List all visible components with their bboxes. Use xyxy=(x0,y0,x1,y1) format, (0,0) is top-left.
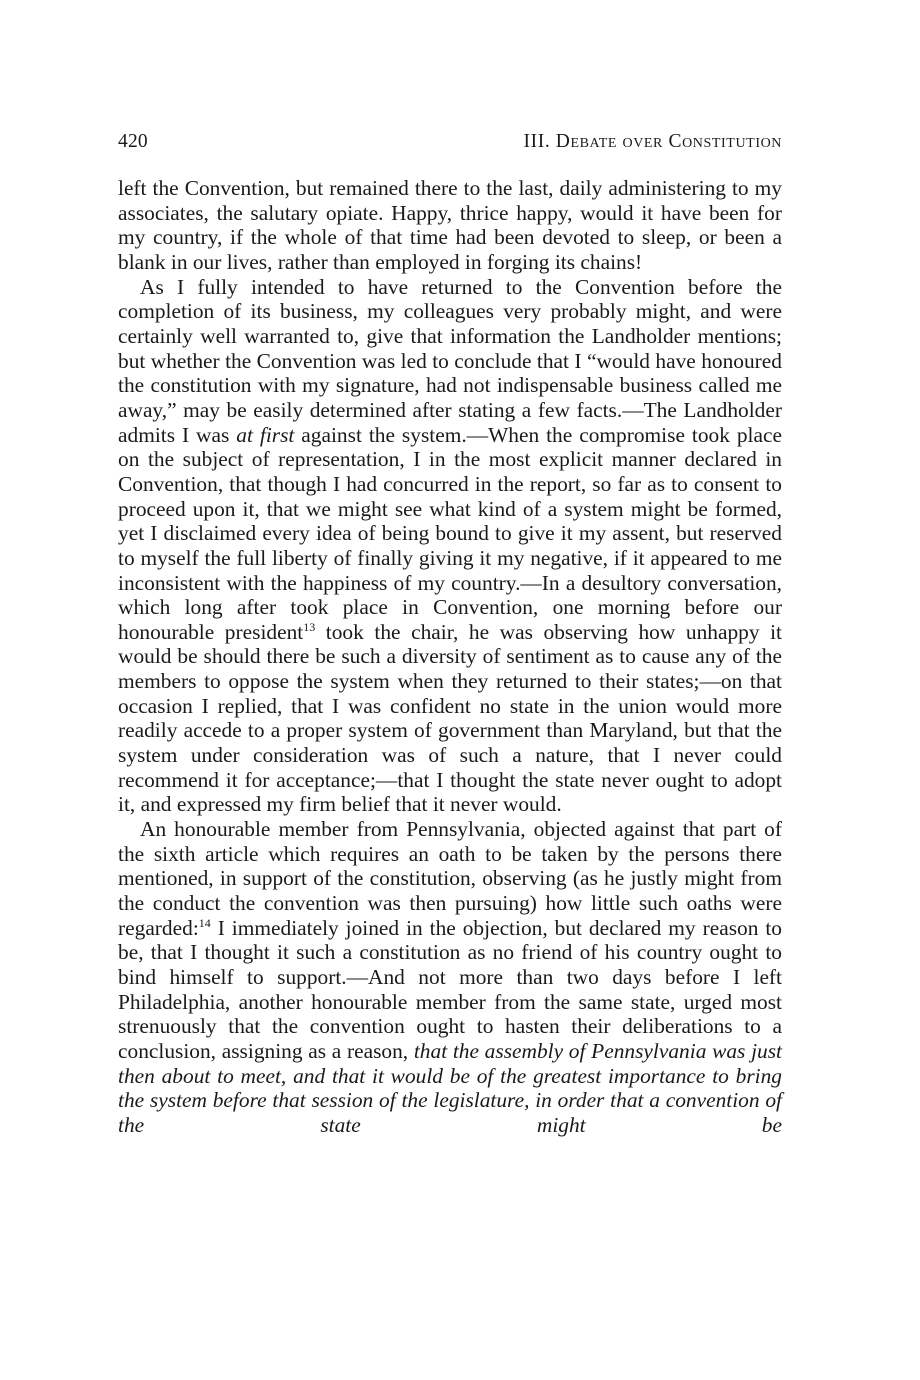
book-page xyxy=(118,128,782,1138)
italic-text: that the assembly of Pennsylvania was just then about to meet, and that it would be of the greatest importance to bring the system before that session of the legislature, in order that a convention of the state might be xyxy=(118,1038,782,1137)
text-run: against the system.—When the compromise took place on the subject of representation, I in the most explicit manner declared in Convention, that though I had concurred in the report, so far as to consent to proceed upon it, that we might see what kind of a system might be formed, yet I disclaimed every idea of being bound to give it my assent, but reserved to myself the full liberty of finally giving it my negative, if it appeared to me inconsistent with the happiness of my country.—In a desultory conversation, which long after took place in Convention, one morning before our honourable president xyxy=(118,422,782,644)
paragraph-continued xyxy=(118,176,782,275)
text-run: left the Convention, but remained there to the last, daily administering to my associates, the salutary opiate. Happy, thrice happy, would it have been for my country, if the whole of that time had been devoted to sleep, or been a blank in our lives, rather than employed in forging its chains! xyxy=(118,176,782,274)
body-text xyxy=(118,176,782,1138)
page-number: 420 xyxy=(118,131,148,152)
italic-text: at first xyxy=(236,422,295,447)
paragraph-convention-account xyxy=(118,275,782,817)
text-run: took the chair, he was observing how unhappy it would be should there be such a diversity of sentiment as to cause any of the members to oppose the system when they returned to their states;—on that occasion I replied, that I was confident no state in the union would more readily accede to a proper system of government than Maryland, but that the system under consideration was of such a nature, that I never could recommend it for acceptance;—that I thought the state never ought to adopt it, and expressed my firm belief that it never would. xyxy=(118,619,782,817)
text-run: I immediately joined in the objection, but declared my reason to be, that I thought it such a constitution as no friend of his country ought to bind himself to support.—And not more than two days before I left Philadelphia, another honourable member from the same state, urged most strenuously that the convention ought to hasten their deliberations to a conclusion, assigning as a reason, xyxy=(118,915,782,1063)
footnote-marker: 14 xyxy=(198,915,211,930)
section-title: III. Debate over Constitution xyxy=(523,131,782,152)
footnote-marker: 13 xyxy=(303,619,316,634)
text-run: An honourable member from Pennsylvania, objected against that part of the sixth article which requires an oath to be taken by the persons there mentioned, in support of the constitution, observing (as he justly might from the conduct the convention was then pursuing) how little such oaths were regarded: xyxy=(118,817,782,940)
running-head xyxy=(118,128,782,156)
paragraph-pennsylvania-member xyxy=(118,817,782,1138)
text-run: As I fully intended to have returned to the Convention before the completion of its business, my colleagues very probably might, and were certainly well warranted to, give that information the Landholder mentions; but whether the Convention was led to conclude that I “would have honoured the constitution with my signature, had not indispensable business called me away,” may be easily determined after stating a few facts.—The Landholder admits I was xyxy=(118,274,782,447)
